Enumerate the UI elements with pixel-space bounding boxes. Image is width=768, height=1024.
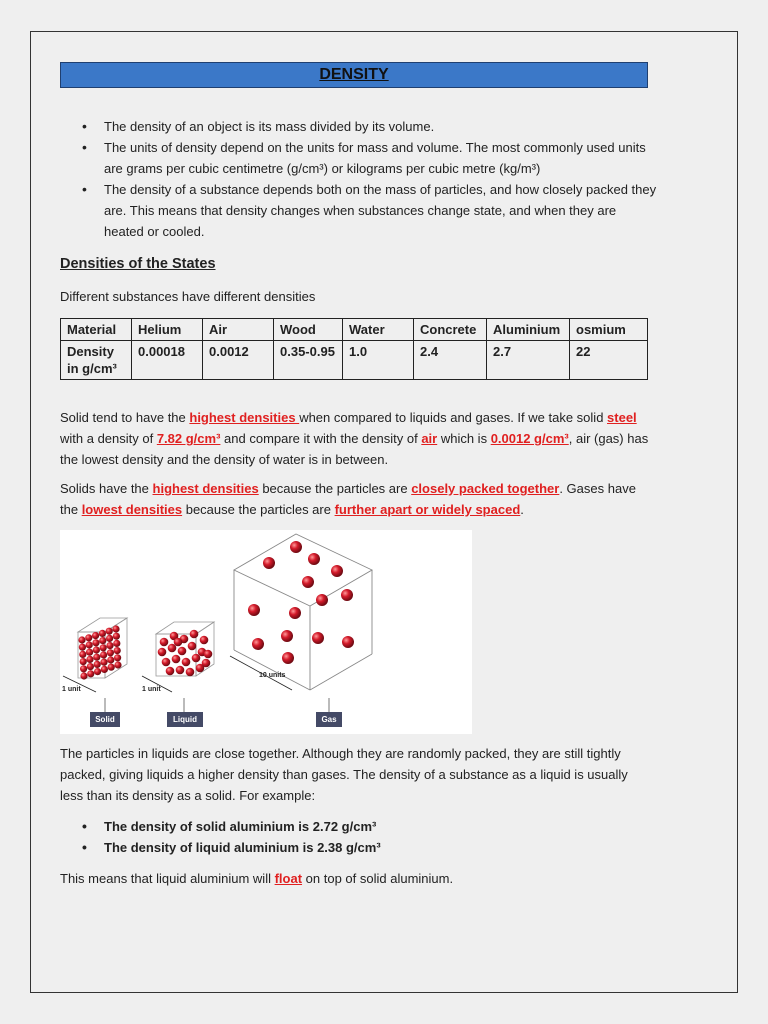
particle (80, 665, 87, 672)
paragraph-float: This means that liquid aluminium will float on top of solid aluminium. (60, 871, 454, 886)
paragraph-particles: Solids have the highest densities because the particles are closely packed together. Gases have the lowest densities because the particles are further apart or widely spaced. (60, 481, 636, 517)
particle (106, 628, 113, 635)
page-title: DENSITY (60, 62, 648, 88)
particle (302, 576, 314, 588)
particle (79, 651, 86, 658)
particle (113, 633, 120, 640)
particle (166, 667, 175, 676)
particle (341, 589, 353, 601)
table-cell: Material (61, 319, 132, 341)
particle (113, 640, 120, 647)
liquid-tag-label: Liquid (173, 715, 197, 724)
particle (92, 632, 99, 639)
particle (86, 641, 93, 648)
particle (312, 632, 324, 644)
list-item: • The density of an object is its mass divided by its volume. (78, 116, 658, 137)
table-cell: Density in g/cm³ (61, 341, 132, 380)
particle-diagram (60, 530, 472, 734)
particle (281, 630, 293, 642)
particle (114, 647, 121, 654)
particle (78, 636, 85, 643)
particle (308, 553, 320, 565)
table-cell: 0.0012 (203, 341, 274, 380)
highlight: air (421, 431, 438, 446)
liquid-cube (156, 622, 214, 676)
particle (342, 636, 354, 648)
particle (290, 541, 302, 553)
particle (93, 646, 100, 653)
particle (162, 658, 171, 667)
intro-text: Different substances have different densities (60, 289, 316, 304)
particle (289, 607, 301, 619)
table-row (61, 341, 648, 380)
particle (160, 638, 169, 647)
particle (182, 658, 191, 667)
density-table (60, 318, 648, 380)
particle (190, 630, 199, 639)
particle (200, 636, 209, 645)
highlight: highest densities (152, 481, 259, 496)
section-heading: Densities of the States (60, 256, 216, 272)
table-row (61, 319, 648, 341)
particle (93, 654, 100, 661)
particle (107, 656, 114, 663)
liquid-particles (158, 630, 213, 677)
table-cell: Concrete (414, 319, 487, 341)
particle (86, 656, 93, 663)
gas-unit-label: 10 units (259, 672, 286, 679)
particle (99, 630, 106, 637)
particle (107, 649, 114, 656)
particle (263, 557, 275, 569)
particle (252, 638, 264, 650)
particle (85, 634, 92, 641)
particle (108, 664, 115, 671)
particle (79, 644, 86, 651)
table-cell: Aluminium (487, 319, 570, 341)
particle (196, 664, 205, 673)
particle (172, 655, 181, 664)
gas-tag-label: Gas (321, 715, 337, 724)
gas-cube (234, 534, 372, 690)
list-item: • The units of density depend on the units for mass and volume. The most commonly used units are grams per cubic centimetre (g/cm³) or kilograms per cubic metre (kg/m³) (78, 137, 658, 179)
particle (176, 666, 185, 675)
table-cell: Wood (274, 319, 343, 341)
particle (100, 659, 107, 666)
particle (101, 666, 108, 673)
particle (282, 652, 294, 664)
particle (87, 663, 94, 670)
particle (100, 644, 107, 651)
states-of-matter-figure (60, 530, 472, 734)
table-cell: 2.7 (487, 341, 570, 380)
table-cell: 0.35-0.95 (274, 341, 343, 380)
gas-particles (248, 541, 354, 664)
particle (94, 661, 101, 668)
paragraph-solid-steel: Solid tend to have the highest densities when compared to liquids and gases. If we take solid steel with a density of 7.82 g/cm³ and compare it with the density of air which is 0.0012 g/cm³, air (gas) has the lowest density and the density of water is in between. (60, 410, 649, 467)
particle (106, 635, 113, 642)
highlight: lowest densities (81, 502, 183, 517)
highlight: further apart or widely spaced (334, 502, 521, 517)
table-cell: 2.4 (414, 341, 487, 380)
solid-tag-label: Solid (95, 715, 115, 724)
particle (100, 651, 107, 658)
table-cell: 1.0 (343, 341, 414, 380)
particle (112, 625, 119, 632)
particle (99, 637, 106, 644)
list-item: • The density of solid aluminium is 2.72 g/cm³ (78, 816, 381, 837)
highlight: closely packed together (411, 481, 560, 496)
particle (331, 565, 343, 577)
particle (114, 654, 121, 661)
particle (114, 661, 121, 668)
table-cell: 22 (570, 341, 648, 380)
highlight: highest densities (189, 410, 300, 425)
table-cell: Air (203, 319, 274, 341)
solid-unit-label: 1 unit (62, 686, 81, 693)
particle (186, 668, 195, 677)
particle (188, 642, 197, 651)
particle (248, 604, 260, 616)
list-item: • The density of a substance depends both on the mass of particles, and how closely packed they are. This means that density changes when substances change state, and when they are heated or cooled. (78, 179, 658, 242)
highlight: 0.0012 g/cm³ (490, 431, 569, 446)
list-item: • The density of liquid aluminium is 2.38 g/cm³ (78, 837, 381, 858)
table-cell: osmium (570, 319, 648, 341)
definition-list (78, 116, 658, 242)
particle (174, 638, 183, 647)
table-cell: Water (343, 319, 414, 341)
liquid-unit-label: 1 unit (142, 686, 161, 693)
solid-cube (78, 618, 127, 680)
particle (204, 650, 213, 659)
particle (86, 649, 93, 656)
particle (94, 668, 101, 675)
highlight: steel (607, 410, 637, 425)
particle (158, 648, 167, 657)
particle (80, 672, 87, 679)
highlight: 7.82 g/cm³ (156, 431, 221, 446)
particle (106, 642, 113, 649)
particle (192, 654, 201, 663)
paragraph-liquids: The particles in liquids are close together. Although they are randomly packed, they are still tightly packed, giving liquids a higher density than gases. The density of a substance as a liquid is usually less than its density as a solid. For example: (60, 746, 628, 803)
particle (316, 594, 328, 606)
example-list (78, 816, 381, 858)
particle (87, 670, 94, 677)
particle (80, 658, 87, 665)
particle (178, 647, 187, 656)
particle (92, 639, 99, 646)
table-cell: Helium (132, 319, 203, 341)
highlight: float (274, 871, 303, 886)
table-cell: 0.00018 (132, 341, 203, 380)
